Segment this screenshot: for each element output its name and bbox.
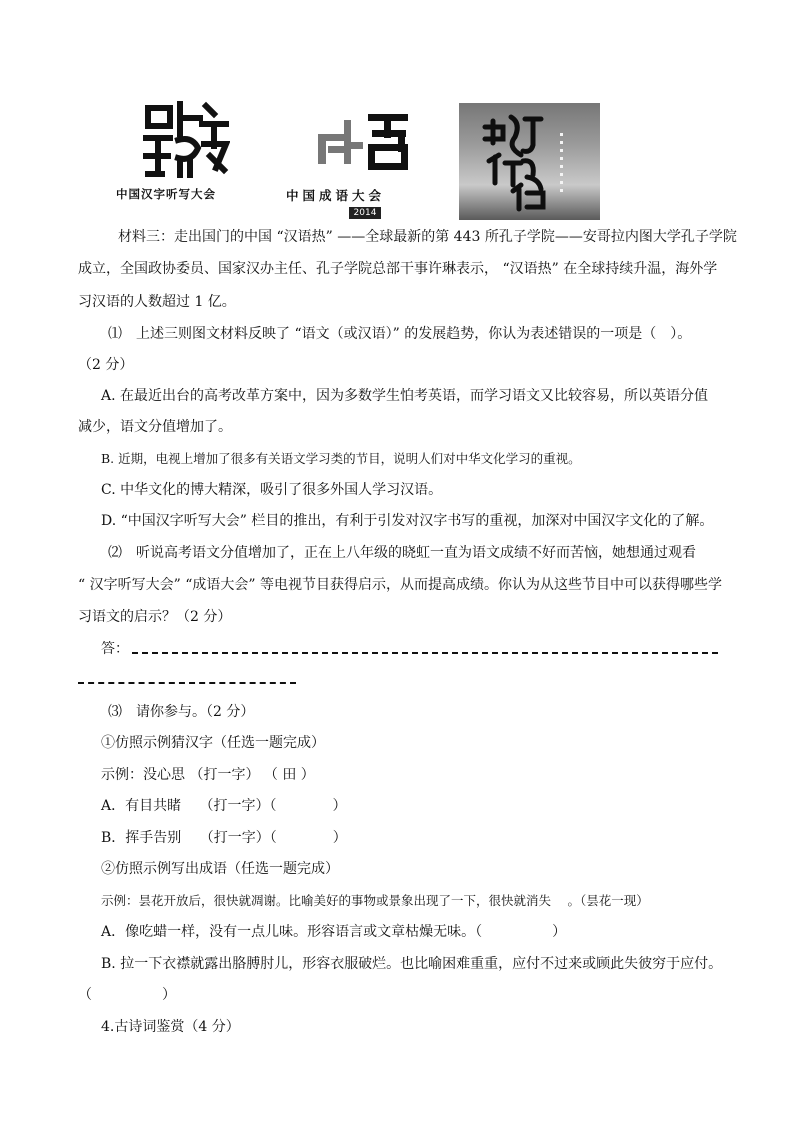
q3-riddle-b: B．挥手告别 （打一字）（ ） <box>101 830 347 846</box>
material3-line2: 成立，全国政协委员、国家汉办主任、孔子学院总部干事许琳表示， “汉语热” 在全球持续升温，海外学 <box>78 261 718 277</box>
q3-part2-title: ②仿照示例写出成语（任选一题完成） <box>101 861 339 877</box>
q2-answer-label: 答： <box>101 641 129 657</box>
calligraphy-art <box>459 103 600 220</box>
year-badge: 2014 <box>349 207 381 219</box>
q3-riddle-a: A．有目共睹 （打一字）（ ） <box>101 798 347 814</box>
q3-part1-title: ①仿照示例猜汉字（任选一题完成） <box>101 735 325 751</box>
q1-option-d: D. “中国汉字听写大会” 栏目的推出，有利于引发对汉字书写的重视，加深对中国汉字文化的了解。 <box>101 513 714 529</box>
q2-stem-line2: “ 汉字听写大会” “成语大会” 等电视节目获得启示，从而提高成绩。你认为从这些节目中可以获得哪些学 <box>78 577 722 593</box>
answer-line-1[interactable] <box>132 643 718 654</box>
q1-option-a-cont: 减少，语文分值增加了。 <box>78 419 232 435</box>
hanzi-dictation-logo <box>140 100 230 178</box>
q1-option-b: B. 近期，电视上增加了很多有关语文学习类的节目，说明人们对中华文化学习的重视。 <box>101 451 581 466</box>
q1-stem: ⑴ 上述三则图文材料反映了 “语文（或汉语）” 的发展趋势，你认为表述错误的一项是（ ）。 <box>108 326 692 342</box>
q3-idiom-b-blank: （ ） <box>78 987 176 1003</box>
q1-option-c: C. 中华文化的博大精深，吸引了很多外国人学习汉语。 <box>101 482 443 498</box>
hanzi-dictation-caption: 中国汉字听写大会 <box>116 187 216 201</box>
q1-score: （2 分） <box>78 357 134 373</box>
q3-example2: 示例：昙花开放后，很快就凋谢。比喻美好的事物或景象出现了一下，很快就消失 。（昙花一现） <box>101 893 649 908</box>
q2-stem-line1: ⑵ 听说高考语文分值增加了，正在上八年级的晓虹一直为语文成绩不好而苦恼，她想通过观看 <box>108 545 696 561</box>
q2-stem-line3: 习语文的启示？（2 分） <box>78 609 232 625</box>
q3-idiom-a: A．像吃蜡一样，没有一点儿味。形容语言或文章枯燥无味。（ ） <box>101 924 567 940</box>
q3-title: ⑶ 请你参与。（2 分） <box>108 704 255 720</box>
material3-line1: 材料三：走出国门的中国 “汉语热” ——全球最新的第 443 所孔子学院——安哥拉内图大学孔子学院 <box>118 229 737 245</box>
idiom-conference-caption: 中国成语大会 <box>286 188 386 203</box>
chinese-poetry-show-image <box>459 103 600 220</box>
q1-option-a: A. 在最近出台的高考改革方案中，因为多数学生怕考英语，而学习语文又比较容易，所以英语分值 <box>101 388 709 404</box>
answer-line-2[interactable] <box>78 673 296 684</box>
idiom-conference-logo <box>318 112 410 172</box>
q4-title: 4.古诗词鉴赏（4 分） <box>101 1019 240 1035</box>
q3-example1: 示例：没心思 （打一字） （ 田 ） <box>101 767 315 783</box>
q3-idiom-b: B. 拉一下衣襟就露出胳膊肘儿，形容衣服破烂。也比喻困难重重，应付不过来或顾此失彼穷于应付。 <box>101 956 723 972</box>
material3-line3: 习汉语的人数超过 1 亿。 <box>78 294 236 310</box>
